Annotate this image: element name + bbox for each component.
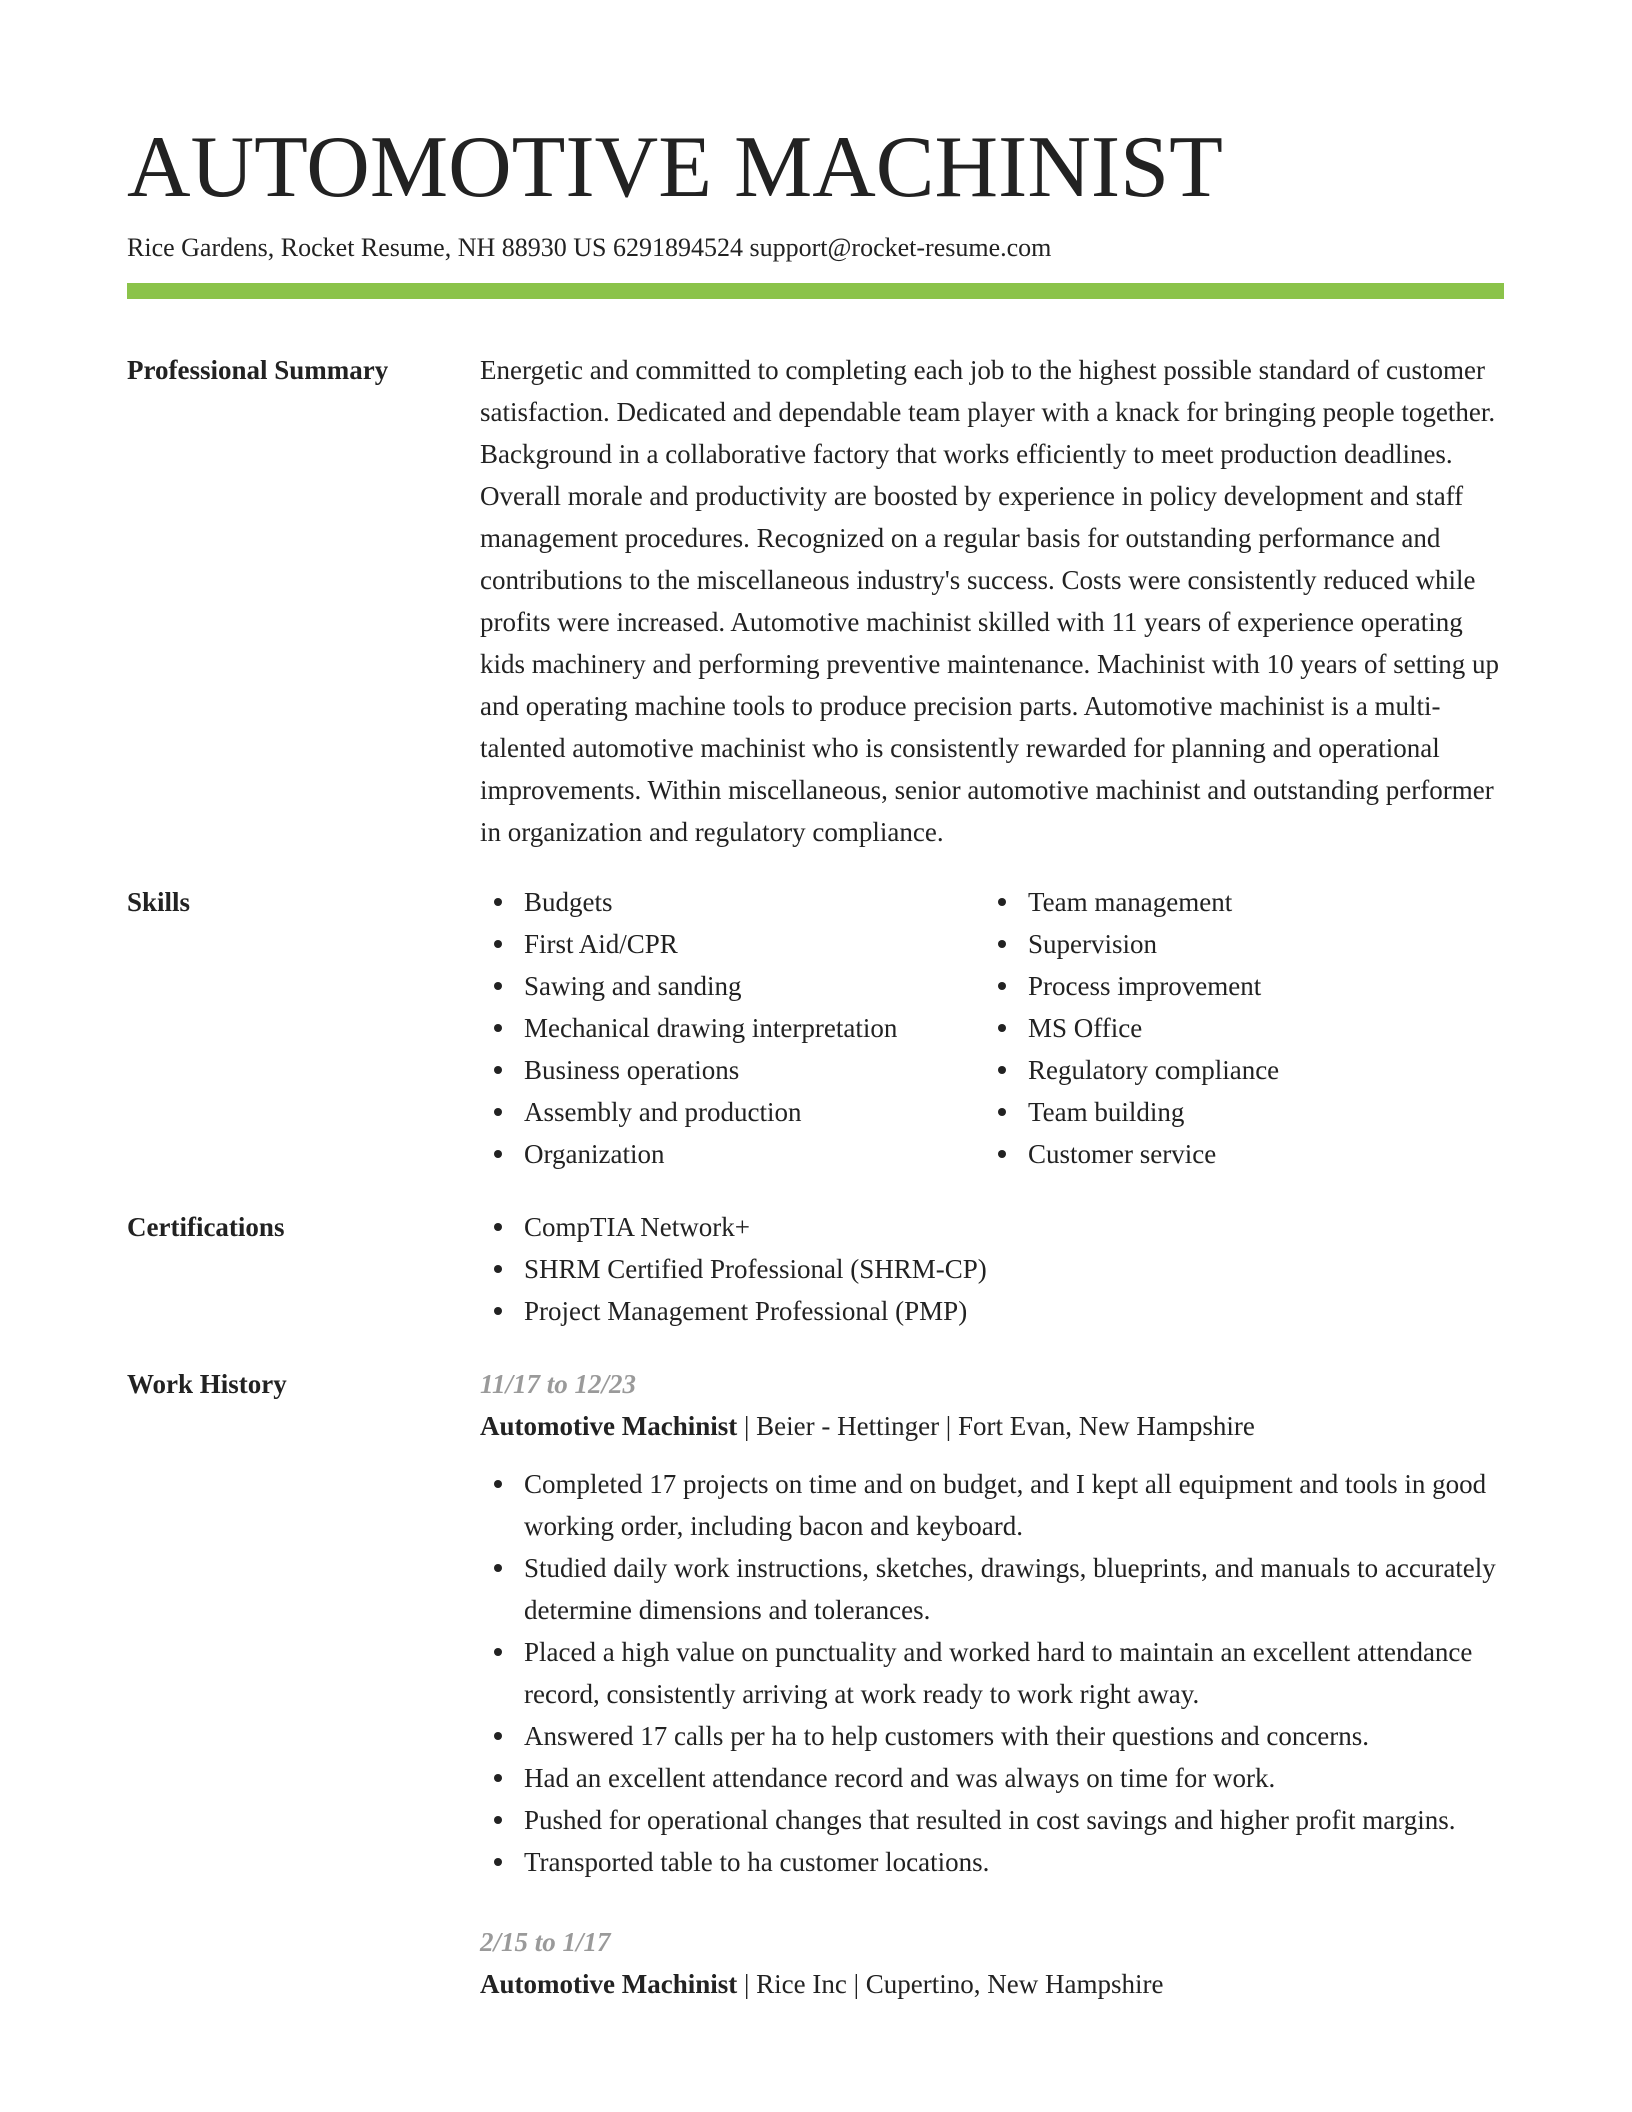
work-history-heading: Work History: [127, 1369, 287, 1399]
skills-list-right: [984, 881, 1528, 1175]
job-bullet: Answered 17 calls per ha to help customers with their questions and concerns.: [524, 1715, 1504, 1757]
work-history-section: [127, 1363, 1504, 2043]
summary-body: [480, 349, 1504, 853]
certification-item: SHRM Certified Professional (SHRM-CP): [524, 1248, 1504, 1290]
job-title-line: [480, 1963, 1504, 2005]
skill-item: Sawing and sanding: [524, 965, 984, 1007]
work-history-body: [480, 1363, 1504, 2043]
skills-columns: [480, 881, 1528, 1175]
skills-heading: Skills: [127, 887, 191, 917]
header-accent-rule: [127, 283, 1504, 299]
job-bullet: Studied daily work instructions, sketches, drawings, blueprints, and manuals to accurately determine dimensions and tolerances.: [524, 1547, 1504, 1631]
job-bullet: Had an excellent attendance record and was always on time for work.: [524, 1757, 1504, 1799]
skill-item: Mechanical drawing interpretation: [524, 1007, 984, 1049]
job-details: | Rice Inc | Cupertino, New Hampshire: [737, 1969, 1164, 1999]
skill-item: First Aid/CPR: [524, 923, 984, 965]
skill-item: Budgets: [524, 881, 984, 923]
resume-name: AUTOMOTIVE MACHINIST: [127, 119, 1223, 216]
resume-page: [127, 118, 1504, 2043]
skill-item: Regulatory compliance: [1028, 1049, 1528, 1091]
job-bullet: Transported table to ha customer locations.: [524, 1841, 1504, 1883]
certification-item: Project Management Professional (PMP): [524, 1290, 1504, 1332]
job-title: Automotive Machinist: [480, 1411, 738, 1441]
skill-item: Customer service: [1028, 1133, 1528, 1175]
skill-item: Team management: [1028, 881, 1528, 923]
job-entry: [480, 1363, 1504, 1883]
job-dates: 2/15 to 1/17: [480, 1927, 611, 1957]
job-entry: [480, 1921, 1504, 2005]
skill-item: Organization: [524, 1133, 984, 1175]
skill-item: Team building: [1028, 1091, 1528, 1133]
summary-heading: Professional Summary: [127, 355, 389, 385]
job-title-line: [480, 1405, 1504, 1447]
job-bullets: [480, 1463, 1504, 1883]
certifications-body: [480, 1206, 1504, 1332]
job-dates: 11/17 to 12/23: [480, 1369, 637, 1399]
skills-body: [480, 881, 1528, 1175]
skill-item: Process improvement: [1028, 965, 1528, 1007]
job-bullet: Pushed for operational changes that resulted in cost savings and higher profit margins.: [524, 1799, 1504, 1841]
skills-section: [127, 881, 1504, 1175]
summary-section: [127, 349, 1504, 853]
certification-item: CompTIA Network+: [524, 1206, 1504, 1248]
certifications-list: [480, 1206, 1504, 1332]
job-bullet: Placed a high value on punctuality and worked hard to maintain an excellent attendance record, consistently arriving at work ready to work right away.: [524, 1631, 1504, 1715]
job-title: Automotive Machinist: [480, 1969, 738, 1999]
contact-line: Rice Gardens, Rocket Resume, NH 88930 US 6291894524 support@rocket-resume.com: [127, 233, 1052, 262]
skill-item: MS Office: [1028, 1007, 1528, 1049]
skill-item: Assembly and production: [524, 1091, 984, 1133]
skill-item: Business operations: [524, 1049, 984, 1091]
summary-text: Energetic and committed to completing each job to the highest possible standard of customer satisfaction. Dedicated and dependable team player with a knack for bringing people together. Background in a collaborative factory that works efficiently to meet production deadlines. Overall morale and productivity are boosted by experience in policy development and staff management procedures. Recognized on a regular basis for outstanding performance and contributions to the miscellaneous industry's success. Costs were consistently reduced while profits were increased. Automotive machinist skilled with 11 years of experience operating kids machinery and performing preventive maintenance. Machinist with 10 years of setting up and operating machine tools to produce precision parts. Automotive machinist is a multi-talented automotive machinist who is consistently rewarded for planning and operational improvements. Within miscellaneous, senior automotive machinist and outstanding performer in organization and regulatory compliance.: [480, 355, 1499, 847]
job-bullet: Completed 17 projects on time and on budget, and I kept all equipment and tools in good working order, including bacon and keyboard.: [524, 1463, 1504, 1547]
skill-item: Supervision: [1028, 923, 1528, 965]
job-details: | Beier - Hettinger | Fort Evan, New Hampshire: [737, 1411, 1255, 1441]
certifications-heading: Certifications: [127, 1212, 285, 1242]
skills-list-left: [480, 881, 984, 1175]
certifications-section: [127, 1206, 1504, 1332]
